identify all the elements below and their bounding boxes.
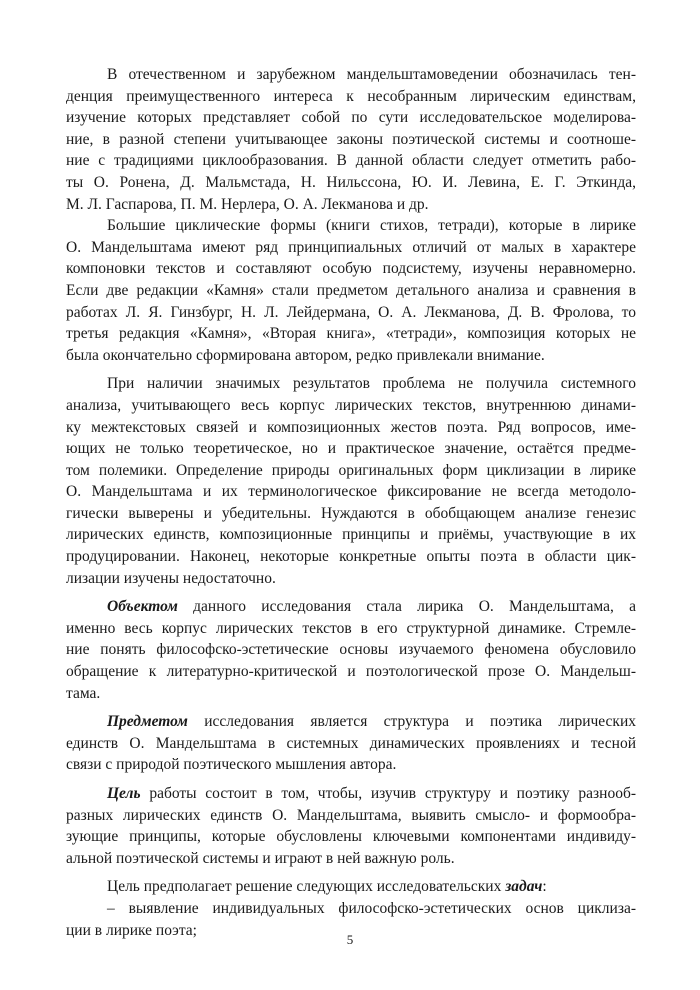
tasks-term: задач [505,878,543,896]
text-line: компоновки текстов и составляют особую подсистему, изучены неравномерно. [66,260,636,278]
text-line: ку межтекстовых связей и композиционных жестов поэта. Ряд вопросов, име- [66,418,636,436]
subject-term: Предметом [107,713,188,731]
text-line: О. Мандельштама и их терминологическое фиксирование не всегда методоло- [66,483,636,501]
text-line: При наличии значимых результатов проблема не получила системного [107,375,636,393]
text-fragment: исследования является структура и поэтика лирических [187,713,636,731]
goal-term: Цель [107,785,141,802]
page-number: 5 [346,932,354,947]
text-line: была окончательно сформирована автором, редко привлекали внимание. [66,346,545,364]
text-line: третья редакция «Камня», «Вторая книга», «тетради», композиция которых не [66,325,636,343]
text-line: ты О. Ронена, Д. Мальмстада, Н. Нильссона, Ю. И. Левина, Е. Г. Эткинда, [66,173,636,191]
text-line: Большие циклические формы (книги стихов, тетради), которые в лирике [107,217,636,235]
text-line: том полемики. Определение природы оригинальных форм циклизации в лирике [66,461,636,479]
text-fragment: работы состоит в том, чтобы, изучив структуру и поэтику разнооб- [140,785,636,802]
text-line [66,596,636,618]
text-line: альной поэтической системы и играют в ней важную роль. [66,849,455,867]
text-fragment: данного исследования стала лирика О. Мандельштама, а [177,598,636,616]
text-line: связи с природой поэтического мышления автора. [66,756,397,774]
text-line: денция преимущественного интереса к несобранным лирическим единствам, [66,87,636,105]
text-line: М. Л. Гаспарова, П. М. Нерлера, О. А. Лекманова и др. [66,195,429,213]
text-line: ции в лирике поэта; [66,921,197,939]
body-text [66,64,636,941]
text-line: анализа, учитывающего весь корпус лирических текстов, внутреннюю динами- [66,396,636,414]
text-line: обращение к литературно-критической и поэтологической прозе О. Мандельш- [66,663,636,681]
text-line: Если две редакции «Камня» стали предметом детального анализа и сравнения в [66,281,636,299]
text-line: изучение которых представляет собой по сути исследовательское моделирова- [66,109,636,127]
list-item: – выявление индивидуальных философско-эстетических основ циклиза- [107,899,636,917]
text-line [66,876,636,898]
text-line [66,783,636,805]
text-line: разных лирических единств О. Мандельштама, выявить смысло- и формообра- [66,806,636,824]
text-line: именно весь корпус лирических текстов в его структурной динамике. Стремле- [66,619,636,637]
text-fragment: Цель предполагает решение следующих исследовательских [107,878,506,896]
text-line: лирических единств, композиционные принципы и приёмы, участвующие в их [66,526,636,544]
text-line: О. Мандельштама имеют ряд принципиальных отличий от малых в характере [66,238,636,256]
text-line: единств О. Мандельштама в системных динамических проявлениях и тесной [66,734,636,752]
text-fragment: : [542,878,547,896]
text-line: тама. [66,684,101,702]
text-line: работах Л. Я. Гинзбург, Н. Л. Лейдермана, О. А. Лекманова, Д. В. Фролова, то [66,303,636,321]
text-line: ние с традициями циклообразования. В данной области следует отметить рабо- [66,152,636,170]
text-line: лизации изучены недостаточно. [66,569,276,587]
text-line: гически выверены и убедительны. Нуждаются в обобщающем анализе генезис [66,504,636,522]
text-line: зующие принципы, которые обусловлены ключевыми компонентами индивиду- [66,828,636,846]
text-line [66,711,636,733]
text-line: ние понять философско-эстетические основы изучаемого феномена обусловило [66,641,636,659]
text-line: продуцировании. Наконец, некоторые конкретные опыты поэта в области цик- [66,548,636,566]
text-line: ние, в разной степени учитывающее законы поэтической системы и соотноше- [66,130,636,148]
object-term: Объектом [107,598,178,616]
text-line: В отечественном и зарубежном мандельштамоведении обозначилась тен- [107,66,636,83]
text-line: ющих не только теоретическое, но и практическое значение, остаётся предме- [66,440,636,458]
